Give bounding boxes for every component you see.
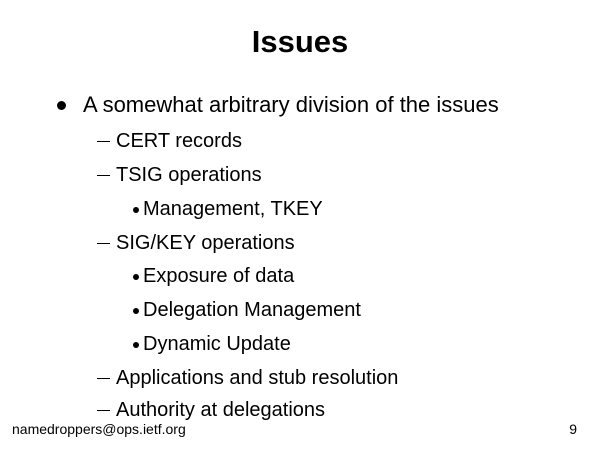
dash-icon — [97, 175, 110, 177]
sub-sub-bullet-item — [133, 299, 361, 322]
sub-bullet-text: CERT records — [116, 130, 242, 152]
sub-bullet-text: SIG/KEY operations — [116, 232, 295, 254]
sub-sub-bullet-text: Dynamic Update — [143, 333, 291, 355]
sub-sub-bullet-item — [133, 333, 291, 356]
sub-bullet-text: Applications and stub resolution — [116, 367, 399, 389]
bullet-dot-icon — [133, 207, 139, 213]
sub-bullet-item — [97, 399, 325, 422]
sub-sub-bullet-item — [133, 265, 294, 288]
slide-title: Issues — [251, 24, 349, 59]
sub-bullet-text: TSIG operations — [116, 164, 262, 186]
sub-sub-bullet-item — [133, 198, 323, 221]
bullet-dot-icon — [133, 274, 139, 280]
dash-icon — [97, 243, 110, 245]
footer-email: namedroppers@ops.ietf.org — [12, 421, 186, 437]
bullet-dot-icon — [57, 101, 66, 110]
sub-sub-bullet-text: Management, TKEY — [143, 198, 323, 220]
sub-bullet-item — [97, 130, 242, 153]
bullet-dot-icon — [133, 342, 139, 348]
dash-icon — [97, 141, 110, 143]
sub-bullet-item — [97, 367, 398, 390]
dash-icon — [97, 410, 110, 412]
bullet-text: A somewhat arbitrary division of the issues — [83, 92, 499, 117]
sub-bullet-item — [97, 232, 295, 255]
dash-icon — [97, 378, 110, 380]
bullet-item — [57, 92, 499, 118]
sub-sub-bullet-text: Exposure of data — [143, 265, 295, 287]
sub-bullet-text: Authority at delegations — [116, 399, 326, 421]
bullet-dot-icon — [133, 308, 139, 314]
page-number: 9 — [569, 421, 577, 437]
sub-sub-bullet-text: Delegation Management — [143, 299, 361, 321]
sub-bullet-item — [97, 164, 262, 187]
